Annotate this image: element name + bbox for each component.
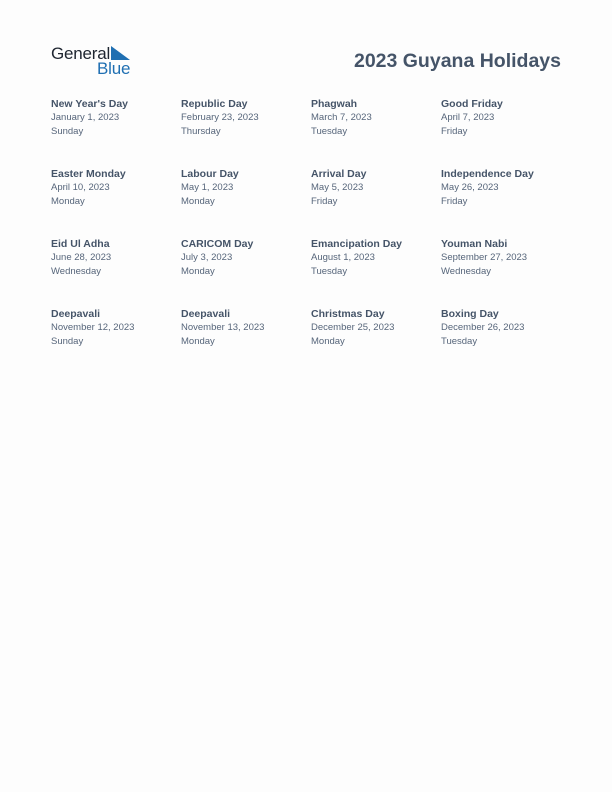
logo-text-blue: Blue: [97, 59, 131, 78]
holiday-weekday: Monday: [181, 266, 215, 277]
holiday-entry: [441, 238, 571, 308]
holiday-date: April 7, 2023: [441, 112, 495, 123]
holiday-entry: [51, 98, 181, 168]
holiday-name: Youman Nabi: [441, 238, 508, 250]
holiday-entry: [181, 238, 311, 308]
holiday-entry: [441, 308, 571, 378]
holiday-date: June 28, 2023: [51, 252, 112, 263]
holiday-name: Phagwah: [311, 98, 358, 110]
holiday-name: Emancipation Day: [311, 238, 403, 250]
holiday-weekday: Monday: [181, 196, 215, 207]
holiday-date: December 26, 2023: [441, 322, 525, 333]
holiday-date: December 25, 2023: [311, 322, 395, 333]
holiday-weekday: Thursday: [181, 126, 221, 137]
holiday-weekday: Monday: [51, 196, 85, 207]
holiday-entry: [441, 168, 571, 238]
holiday-name: Deepavali: [181, 308, 231, 320]
holiday-date: May 26, 2023: [441, 182, 499, 193]
holiday-weekday: Monday: [181, 336, 215, 347]
holiday-name: Boxing Day: [441, 308, 499, 320]
holiday-name: Eid Ul Adha: [51, 238, 110, 250]
holiday-name: Labour Day: [181, 168, 239, 180]
holiday-name: Good Friday: [441, 98, 503, 110]
holiday-date: November 13, 2023: [181, 322, 265, 333]
holiday-date: July 3, 2023: [181, 252, 233, 263]
holiday-entry: [311, 238, 441, 308]
holiday-name: CARICOM Day: [181, 238, 254, 250]
holiday-name: New Year's Day: [51, 98, 129, 110]
holiday-name: Christmas Day: [311, 308, 385, 320]
holiday-weekday: Tuesday: [311, 126, 348, 137]
holiday-date: February 23, 2023: [181, 112, 259, 123]
holiday-entry: [181, 168, 311, 238]
logo-triangle-icon: [111, 46, 130, 60]
holiday-date: November 12, 2023: [51, 322, 135, 333]
holiday-entry: [311, 308, 441, 378]
holiday-weekday: Wednesday: [51, 266, 101, 277]
holiday-weekday: Friday: [441, 126, 468, 137]
holiday-name: Easter Monday: [51, 168, 126, 180]
holiday-date: January 1, 2023: [51, 112, 120, 123]
logo-text-general: General: [51, 44, 111, 63]
holiday-date: May 5, 2023: [311, 182, 364, 193]
holiday-name: Independence Day: [441, 168, 534, 180]
holiday-date: May 1, 2023: [181, 182, 234, 193]
generalblue-logo: [51, 44, 141, 78]
holiday-name: Arrival Day: [311, 168, 367, 180]
holiday-entry: [181, 98, 311, 168]
holiday-grid: [51, 98, 571, 378]
holiday-name: Deepavali: [51, 308, 101, 320]
holiday-weekday: Tuesday: [311, 266, 348, 277]
holiday-date: March 7, 2023: [311, 112, 372, 123]
holiday-entry: [51, 308, 181, 378]
holiday-entry: [441, 98, 571, 168]
holiday-weekday: Sunday: [51, 126, 84, 137]
holiday-weekday: Tuesday: [441, 336, 478, 347]
holiday-entry: [181, 308, 311, 378]
holiday-name: Republic Day: [181, 98, 248, 110]
holiday-entry: [51, 168, 181, 238]
holiday-weekday: Friday: [311, 196, 338, 207]
holiday-entry: [51, 238, 181, 308]
holiday-date: August 1, 2023: [311, 252, 375, 263]
holiday-weekday: Wednesday: [441, 266, 491, 277]
holiday-weekday: Monday: [311, 336, 345, 347]
holiday-entry: [311, 168, 441, 238]
holiday-entry: [311, 98, 441, 168]
holiday-date: April 10, 2023: [51, 182, 110, 193]
holiday-weekday: Friday: [441, 196, 468, 207]
holiday-date: September 27, 2023: [441, 252, 528, 263]
holiday-weekday: Sunday: [51, 336, 84, 347]
page-title: 2023 Guyana Holidays: [353, 50, 561, 72]
